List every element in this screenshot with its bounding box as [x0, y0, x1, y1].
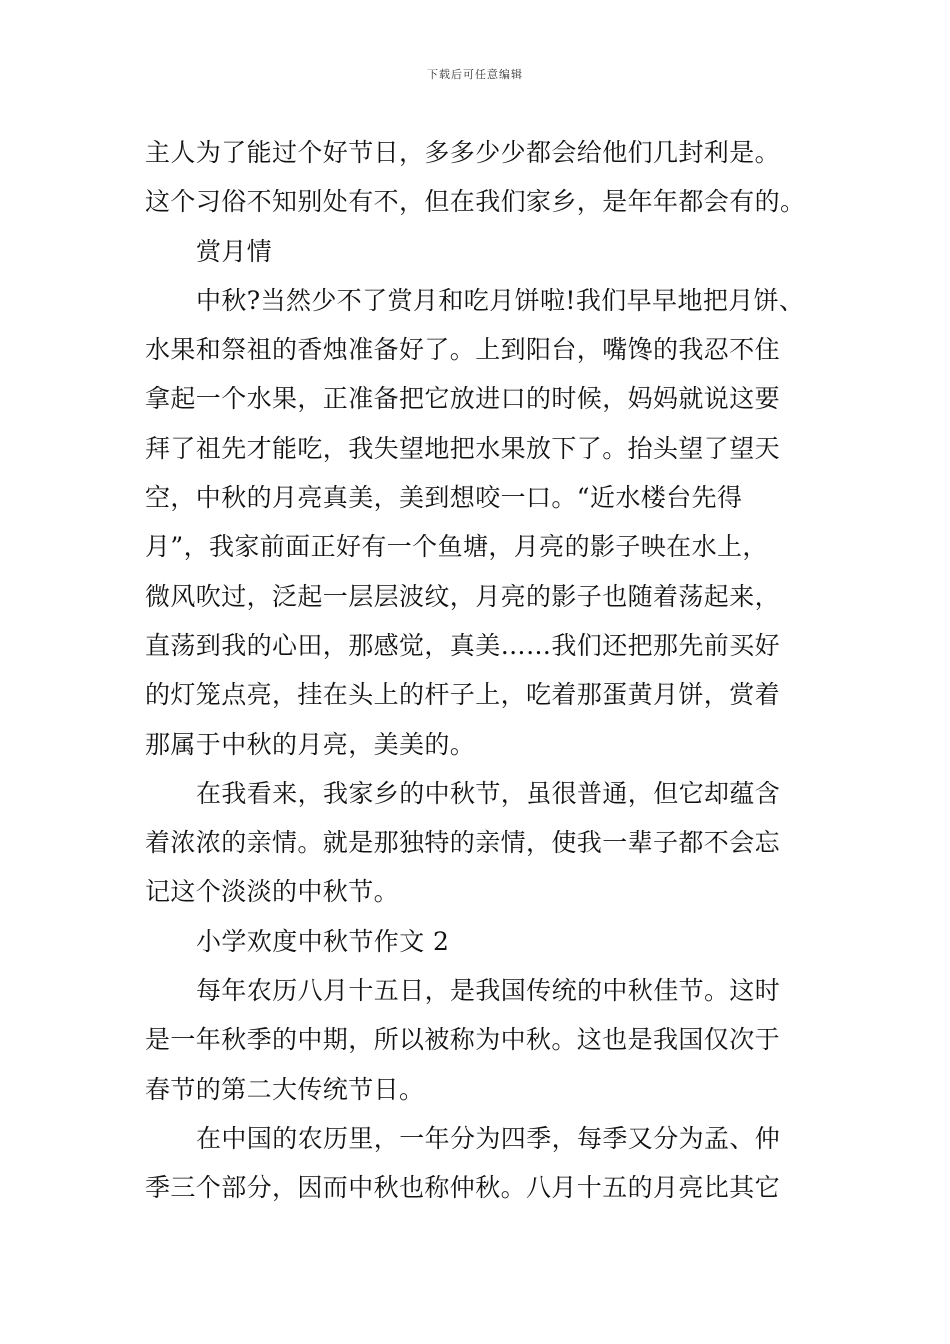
- text-line: 着浓浓的亲情。就是那独特的亲情，使我一辈子都不会忘: [145, 828, 781, 858]
- text-line: 在我看来，我家乡的中秋节，虽很普通，但它却蕴含: [196, 778, 781, 808]
- text-line: 那属于中秋的月亮，美美的。: [145, 729, 476, 759]
- section-heading: 小学欢度中秋节作文 2: [196, 926, 450, 956]
- text-line: 是一年秋季的中期，所以被称为中秋。这也是我国仅次于: [145, 1025, 781, 1055]
- text-line: 每年农历八月十五日，是我国传统的中秋佳节。这时: [196, 976, 781, 1006]
- section-heading: 赏月情: [196, 236, 273, 266]
- text-line: 春节的第二大传统节日。: [145, 1074, 425, 1104]
- page-header-note: 下载后可任意编辑: [427, 68, 523, 81]
- text-line: 直荡到我的心田，那感觉，真美……我们还把那先前买好: [145, 630, 781, 660]
- text-line: 拿起一个水果，正准备把它放进口的时候，妈妈就说这要: [145, 384, 781, 414]
- text-line: 的灯笼点亮，挂在头上的杆子上，吃着那蛋黄月饼，赏着: [145, 680, 781, 710]
- text-line: 主人为了能过个好节日，多多少少都会给他们几封利是。: [145, 138, 781, 167]
- text-line: 拜了祖先才能吃，我失望地把水果放下了。抬头望了望天: [145, 433, 781, 463]
- text-line: 在中国的农历里，一年分为四季，每季又分为孟、仲: [196, 1123, 781, 1153]
- text-line: 中秋?当然少不了赏月和吃月饼啦!我们早早地把月饼、: [196, 285, 805, 315]
- text-line: 水果和祭祖的香烛准备好了。上到阳台，嘴馋的我忍不住: [145, 335, 781, 365]
- text-line: 这个习俗不知别处有不，但在我们家乡，是年年都会有的。: [145, 187, 806, 217]
- text-line: 微风吹过，泛起一层层波纹，月亮的影子也随着荡起来，: [145, 581, 781, 611]
- document-body: [145, 128, 815, 1213]
- text-line: 季三个部分，因而中秋也称仲秋。八月十五的月亮比其它: [145, 1173, 781, 1203]
- text-line: 空，中秋的月亮真美，美到想咬一口。“近水楼台先得: [145, 483, 743, 513]
- text-line: 月”，我家前面正好有一个鱼塘，月亮的影子映在水上，: [145, 532, 768, 562]
- text-line: 记这个淡淡的中秋节。: [145, 877, 400, 907]
